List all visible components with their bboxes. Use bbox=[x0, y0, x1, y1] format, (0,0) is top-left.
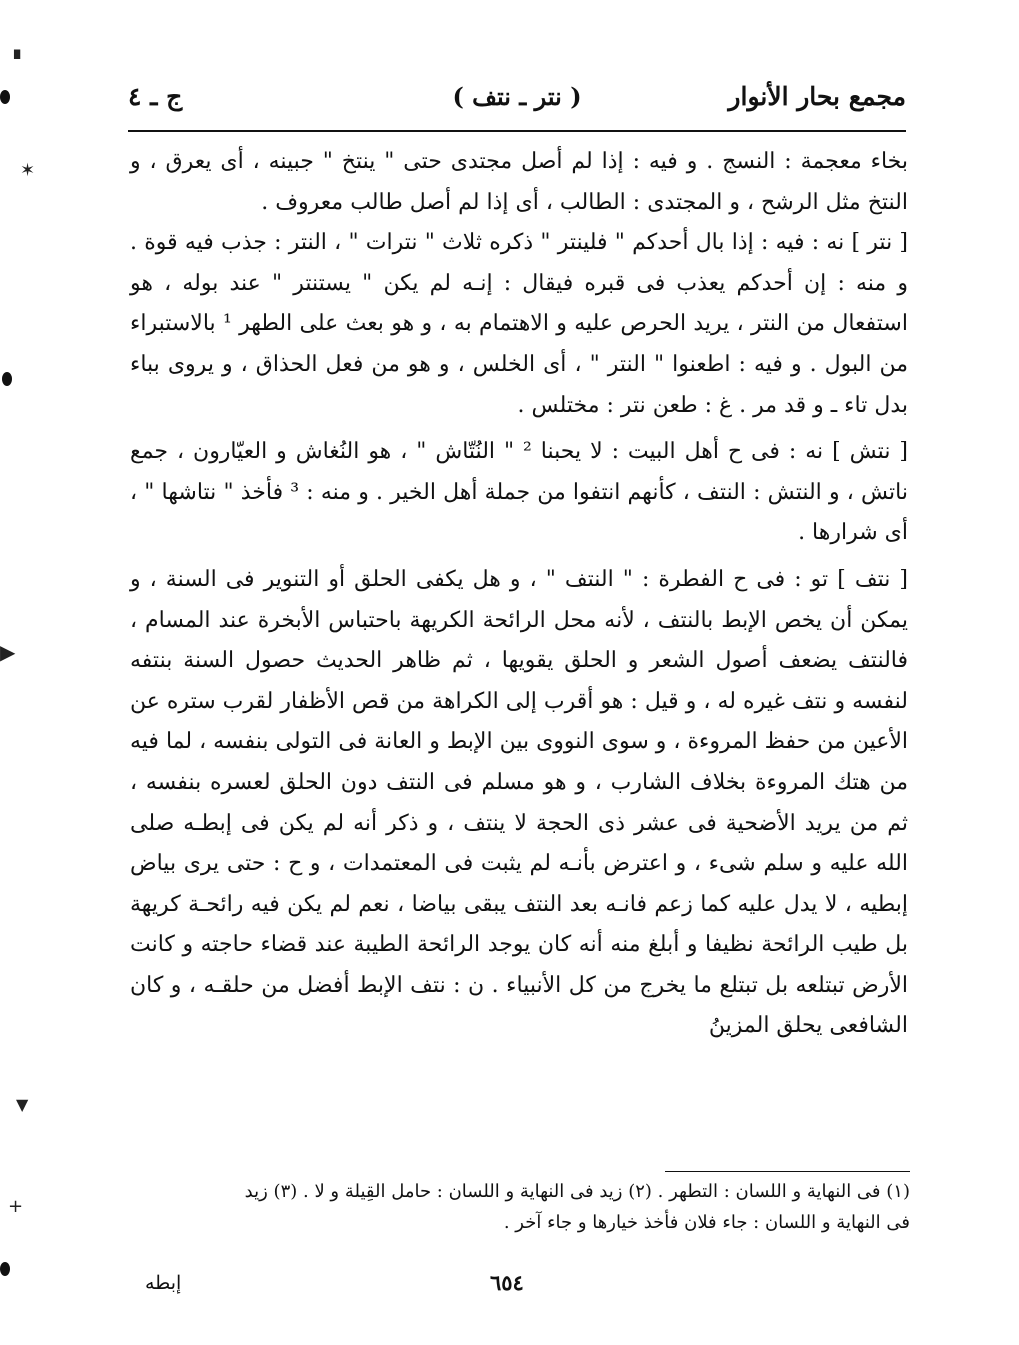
volume-number: ج ـ ٤ bbox=[128, 82, 183, 111]
entry-natf: [ نتف ] تو : فى ح الفطرة : " النتف " ، و هل يكفى الحلق أو التنوير فى السنة ، و يمكن أن يخص الإبط بالنتف ، لأنه محل الرائحة الكريهة باحتباس الأبخرة عند المسام ، فالنتف يضعف أصول الشعر و الحلق يقويها ، ثم ظاهر الحديث حصول السنة بنتفه لنفسه و نتف غيره له ، و قيل : هو أقرب إلى الكراهة من قص الأظفار لقرب ستره عن الأعين من حفظ المروءة ، و سوى النووى بين الإبط و العانة فى التولى بنفسه ، لما فيه من هتك المروءة بخلاف الشارب ، و هو مسلم فى النتف دون الحلق لعسره بنفسه ، ثم من يريد الأضحية فى عشر ذى الحجة لا ينتف ، و ذكر أنه لم يكن فى إبطـه صلى الله عليه و سلم شىء ، و اعترض بأنـه لم يثبت فى المعتمدات ، و ح : حتى يرى بياض إبطيه ، لا يدل عليه كما زعم فانـه بعد النتف يبقى بياضا ، نعم لم يكن فيه رائحـة كريهة بل طيب الرائحة نظيفا و أبلغ منه أنه كان يوجد الرائحة الطيبة عند قضاء حاجته و كانت الأرض تبتلعه بل تبتلع ما يخرج من كل الأنبياء . ن : نتف الإبط أفضل من حلقـه ، و كان الشافعى يحلق المزينُ bbox=[130, 566, 908, 1039]
margin-mark: ▶ bbox=[0, 640, 16, 664]
page-number: ٦٥٤ bbox=[490, 1270, 524, 1295]
main-text bbox=[130, 142, 908, 1047]
paragraph-continuation: بخاء معجمة : النسج . و فيه : إذا لم أصل مجتدى حتى " ينتخ " جبينه ، أى يعرق ، و النتخ مثل الرشح ، و المجتدى : الطالب ، أى إذا لم أصل طالب معروف . bbox=[130, 149, 908, 215]
margin-mark bbox=[2, 372, 12, 386]
footnote-rule bbox=[665, 1171, 910, 1172]
margin-mark bbox=[0, 90, 10, 104]
header-rule bbox=[128, 130, 906, 132]
footnote-line: فى النهاية و اللسان : جاء فلان فأخذ خيارها و جاء آخر . bbox=[503, 1212, 910, 1233]
entry-natar: [ نتر ] نه : فيه : إذا بال أحدكم " فلينتر " ذكره ثلاث " نترات " ، النتر : جذب فيه قوة . و منه : إن أحدكم يعذب فى قبره فيقال : إنـه لم يكن " يستنتر " عند بوله ، هو استفعال من النتر ، يريد الحرص عليه و الاهتمام به ، و هو بعث على الطهر ¹ بالاستبراء من البول . و فيه : اطعنوا " النتر " ، أى الخلس ، و هو من فعل الحذاق ، و يروى بباء بدل تاء ـ و قد مر . غ : طعن نتر : مختلس . bbox=[130, 230, 908, 418]
margin-mark: + bbox=[8, 1196, 24, 1217]
footnotes bbox=[120, 1176, 910, 1238]
book-title: مجمع بحار الأنوار bbox=[728, 82, 906, 111]
margin-mark: ✶ bbox=[20, 160, 36, 181]
margin-mark bbox=[0, 1262, 10, 1276]
entry-natash: [ نتش ] نه : فى ح أهل البيت : لا يحبنا ² " النُتّاش " ، هو النُغاش و العيّارون ، جمع ناتش ، و النتش : النتف ، كأنهم انتفوا من جملة أهل الخير . و منه : ³ فأخذ " نتاشها " ، أى شرارها . bbox=[130, 439, 908, 546]
catchword: إبطه bbox=[145, 1272, 182, 1294]
section-range: ( نتر ـ نتف ) bbox=[452, 82, 582, 111]
margin-mark: ▖ bbox=[14, 40, 27, 59]
running-header bbox=[128, 82, 906, 122]
footnote-line: (١) فى النهاية و اللسان : التطهر . (٢) زيد فى النهاية و اللسان : حامل القِيلة و لا . (٣) زيد bbox=[244, 1181, 910, 1202]
margin-mark: ▼ bbox=[16, 1095, 29, 1114]
